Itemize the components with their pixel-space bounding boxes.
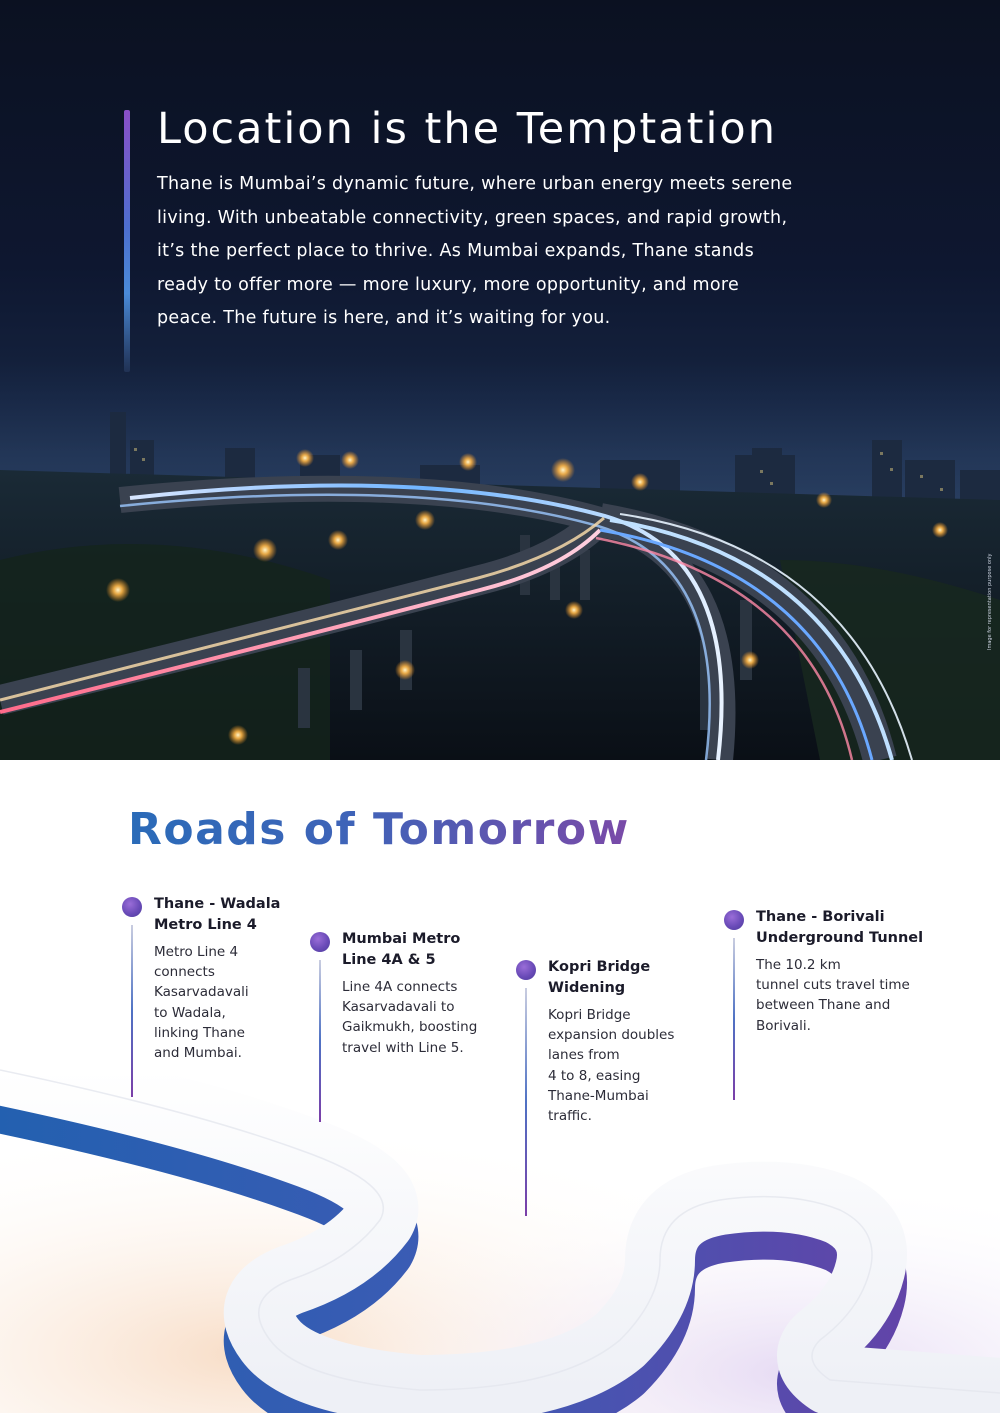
roads-section <box>0 760 1000 1413</box>
milestone-text-line: The 10.2 km <box>756 957 841 973</box>
milestone-title-line: Thane - Borivali <box>756 909 885 925</box>
milestone-title-line: Thane - Wadala <box>154 896 281 912</box>
milestone-text-line: traffic. <box>548 1108 592 1125</box>
milestone-text-line: expansion doubles <box>548 1027 675 1044</box>
hero-description-line: Thane is Mumbai’s dynamic future, where urban energy meets serene <box>157 174 793 194</box>
timeline-line <box>525 988 527 1216</box>
timeline-dot-icon <box>310 932 330 952</box>
winding-road-illustration <box>0 760 1000 1413</box>
milestone-description <box>342 977 477 1058</box>
milestone-text-line: Borivali. <box>756 1017 811 1034</box>
milestone-text-line: to Wadala, <box>154 1004 226 1021</box>
milestone-description <box>548 1005 674 1126</box>
milestone-text-line: linking Thane <box>154 1024 245 1041</box>
milestone-text-line: 4 to 8, easing <box>548 1067 641 1084</box>
milestone-text-line: connects <box>154 964 215 981</box>
milestone-title-line: Mumbai Metro <box>342 931 461 947</box>
milestone-title <box>154 894 280 935</box>
milestone-text-line: tunnel cuts travel time <box>756 977 910 994</box>
timeline-line <box>733 938 735 1100</box>
milestone-title <box>342 929 460 970</box>
roads-title: Roads of Tomorrow <box>128 804 630 855</box>
timeline-dot-icon <box>724 910 744 930</box>
milestone-text-line: Metro Line 4 <box>154 944 239 960</box>
milestone-text-line: Gaikmukh, boosting <box>342 1019 478 1036</box>
timeline-dot-icon <box>516 960 536 980</box>
milestone-title-line: Line 4A & 5 <box>342 951 436 968</box>
milestone-title-line: Metro Line 4 <box>154 916 257 933</box>
hero-description-line: it’s the perfect place to thrive. As Mumbai expands, Thane stands <box>157 241 755 262</box>
hero-description <box>157 168 847 336</box>
milestone-title-line: Underground Tunnel <box>756 929 924 946</box>
milestone-text-line: travel with Line 5. <box>342 1039 464 1056</box>
milestone-description <box>154 942 249 1063</box>
milestone-text-line: and Mumbai. <box>154 1045 242 1062</box>
milestone-description <box>756 955 910 1036</box>
timeline-line <box>131 925 133 1097</box>
milestone-title-line: Widening <box>548 979 626 996</box>
milestone-text-line: lanes from <box>548 1047 620 1064</box>
milestone-text-line: Kasarvadavali to <box>342 999 455 1016</box>
hero-description-line: peace. The future is here, and it’s waiting for you. <box>157 308 611 329</box>
milestone-text-line: Kopri Bridge <box>548 1007 631 1023</box>
milestone-text-line: Kasarvadavali <box>154 984 249 1001</box>
image-disclaimer: Image for representation purpose only <box>987 553 993 650</box>
milestone-title <box>756 907 923 948</box>
milestone-text-line: Line 4A connects <box>342 979 458 995</box>
milestone-text-line: between Thane and <box>756 997 891 1014</box>
timeline-line <box>319 960 321 1122</box>
hero-accent-bar <box>124 110 130 372</box>
milestone-text-line: Thane-Mumbai <box>548 1087 649 1104</box>
milestone-title <box>548 957 650 998</box>
milestone-title-line: Kopri Bridge <box>548 959 651 975</box>
hero-title: Location is the Temptation <box>157 104 777 154</box>
hero-description-line: ready to offer more — more luxury, more opportunity, and more <box>157 274 740 295</box>
timeline-dot-icon <box>122 897 142 917</box>
hero-description-line: living. With unbeatable connectivity, green spaces, and rapid growth, <box>157 207 788 228</box>
